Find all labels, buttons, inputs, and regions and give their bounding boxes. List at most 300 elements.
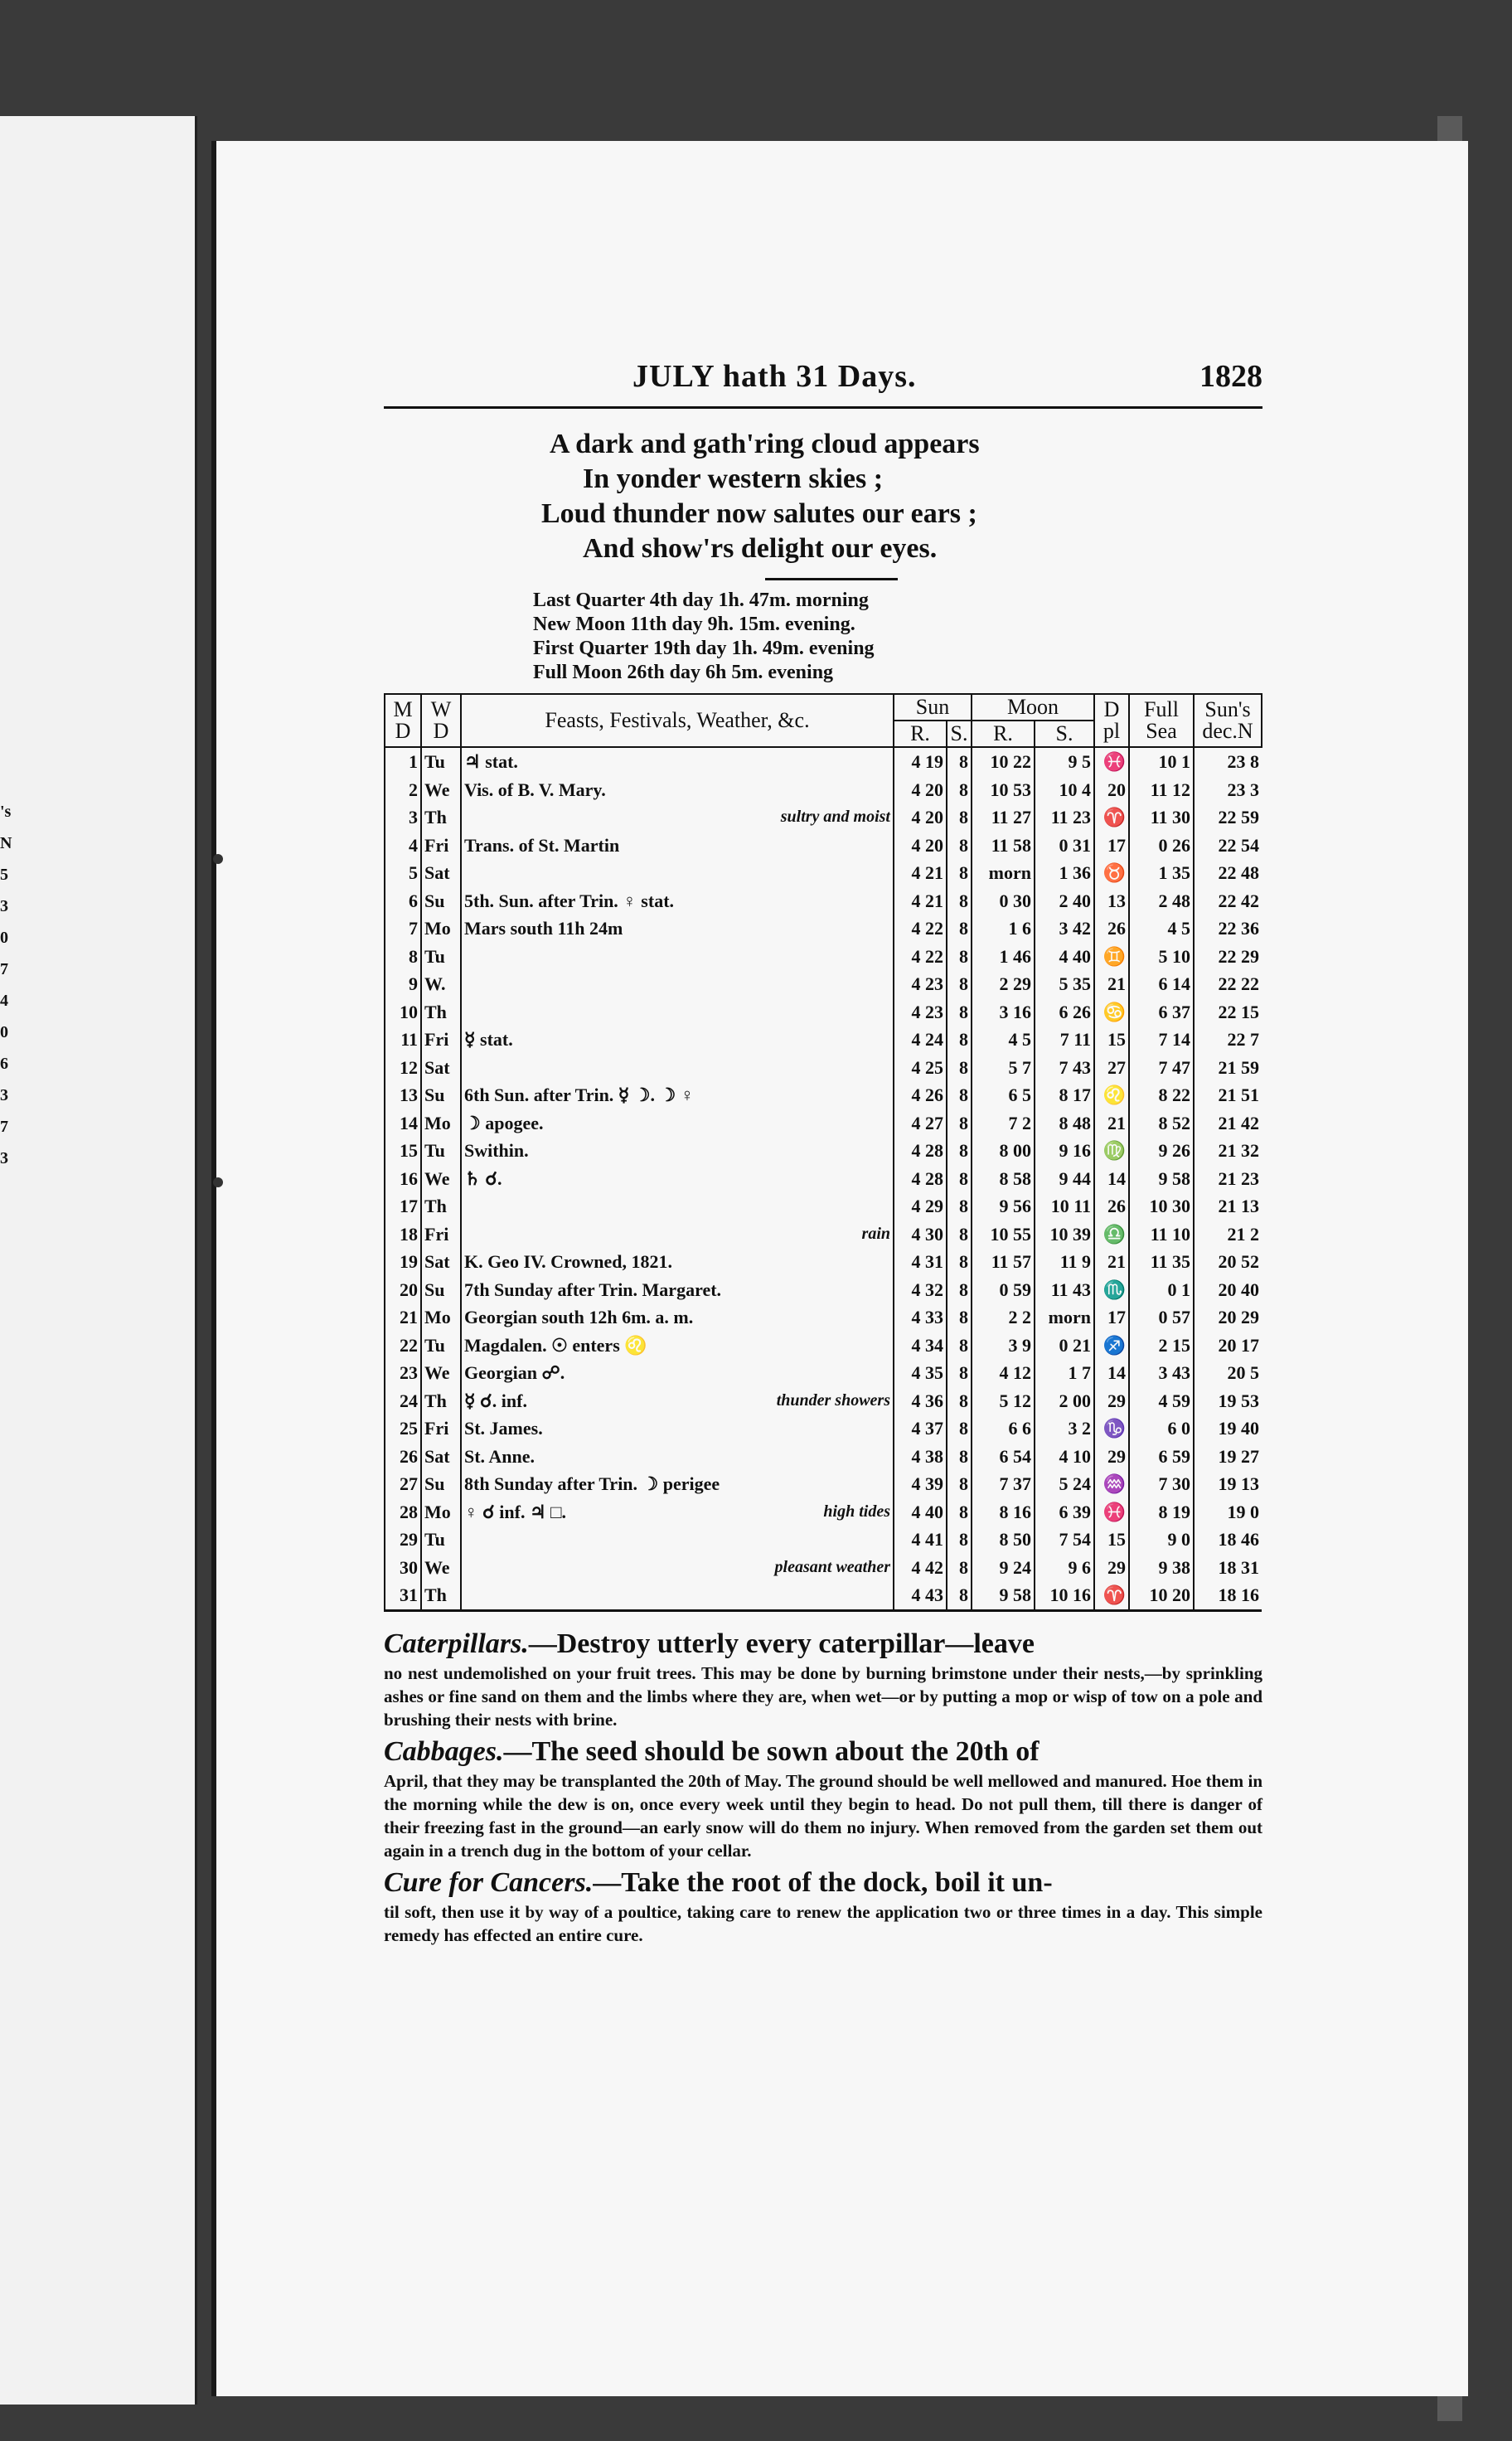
col-sun-rise: R. — [894, 721, 947, 747]
full-sea: 6 59 — [1129, 1443, 1194, 1471]
moon-set: 8 17 — [1035, 1081, 1094, 1109]
day-of-month: 7 — [385, 915, 421, 943]
event-text — [461, 859, 757, 887]
sun-set: 8 — [947, 1026, 972, 1054]
table-row — [385, 1109, 1262, 1138]
full-sea: 5 10 — [1129, 943, 1194, 971]
note-heading: Caterpillars. — [384, 1628, 529, 1659]
sun-declination: 22 42 — [1194, 887, 1262, 915]
weather-text — [757, 1359, 894, 1387]
moon-set: 4 10 — [1035, 1443, 1094, 1471]
day-of-week: Th — [421, 1192, 461, 1220]
sun-declination: 22 54 — [1194, 832, 1262, 860]
weather-text — [757, 915, 894, 943]
event-text: Georgian ☍. — [461, 1359, 757, 1387]
weather-text — [757, 1165, 894, 1193]
sun-rise: 4 35 — [894, 1359, 947, 1387]
day-of-month: 2 — [385, 776, 421, 804]
day-of-week: We — [421, 1165, 461, 1193]
sun-declination: 19 40 — [1194, 1415, 1262, 1443]
event-text — [461, 1554, 757, 1582]
sun-rise: 4 38 — [894, 1443, 947, 1471]
sun-set: 8 — [947, 1387, 972, 1415]
moon-rise: 10 53 — [972, 776, 1035, 804]
sun-set: 8 — [947, 747, 972, 776]
moon-rise: 10 55 — [972, 1220, 1035, 1249]
moon-set: 7 11 — [1035, 1026, 1094, 1054]
event-text — [461, 803, 757, 832]
table-row — [385, 1026, 1262, 1054]
moon-rise: 10 22 — [972, 747, 1035, 776]
sun-rise: 4 21 — [894, 887, 947, 915]
full-sea: 7 47 — [1129, 1054, 1194, 1082]
sun-rise: 4 22 — [894, 915, 947, 943]
binding-hole — [213, 1177, 223, 1187]
sun-declination: 19 13 — [1194, 1470, 1262, 1498]
note-lead — [384, 1628, 1035, 1659]
sun-declination: 23 3 — [1194, 776, 1262, 804]
moon-rise: 9 24 — [972, 1554, 1035, 1582]
full-sea: 7 14 — [1129, 1026, 1194, 1054]
moon-rise: 0 30 — [972, 887, 1035, 915]
margin-char: 5 — [0, 866, 8, 884]
margin-char: 's — [0, 803, 12, 821]
sun-set: 8 — [947, 1581, 972, 1610]
moon-rise: 9 58 — [972, 1581, 1035, 1610]
notes-section — [384, 1627, 1262, 1947]
sun-rise: 4 36 — [894, 1387, 947, 1415]
moon-place: ♐ — [1094, 1332, 1129, 1360]
table-row — [385, 915, 1262, 943]
day-of-month: 20 — [385, 1276, 421, 1304]
note-lead — [384, 1867, 1053, 1898]
moon-place: ♊ — [1094, 943, 1129, 971]
weather-text — [757, 832, 894, 860]
moon-rise: 6 54 — [972, 1443, 1035, 1471]
day-of-week: Mo — [421, 1109, 461, 1138]
weather-text: sultry and moist — [780, 808, 890, 827]
day-of-month: 10 — [385, 998, 421, 1026]
sun-rise: 4 31 — [894, 1248, 947, 1276]
moon-place: 20 — [1094, 776, 1129, 804]
sun-rise: 4 33 — [894, 1303, 947, 1332]
sun-rise: 4 39 — [894, 1470, 947, 1498]
moon-rise: 5 7 — [972, 1054, 1035, 1082]
sun-rise: 4 42 — [894, 1554, 947, 1582]
day-of-week: Fri — [421, 1220, 461, 1249]
sun-rise: 4 23 — [894, 998, 947, 1026]
weather-text — [757, 1192, 894, 1220]
sun-rise: 4 29 — [894, 1192, 947, 1220]
moon-set: 3 42 — [1035, 915, 1094, 943]
day-of-month: 15 — [385, 1137, 421, 1165]
binding-hole — [213, 854, 223, 864]
note-paragraph — [384, 1735, 1262, 1862]
moon-rise: 3 16 — [972, 998, 1035, 1026]
day-of-month: 5 — [385, 859, 421, 887]
weather-text — [757, 1443, 894, 1471]
sun-set: 8 — [947, 1248, 972, 1276]
event-text: 5th. Sun. after Trin. ♀ stat. — [461, 887, 757, 915]
weather-text — [757, 1332, 894, 1360]
table-row — [385, 1165, 1262, 1193]
day-of-week: Fri — [421, 1026, 461, 1054]
table-row — [385, 998, 1262, 1026]
moon-place: 15 — [1094, 1526, 1129, 1554]
moon-rise: 8 50 — [972, 1526, 1035, 1554]
left-page — [0, 116, 197, 2405]
sun-set: 8 — [947, 970, 972, 998]
moon-set: 10 16 — [1035, 1581, 1094, 1610]
day-of-week: Mo — [421, 1498, 461, 1526]
sun-declination: 22 29 — [1194, 943, 1262, 971]
moon-rise: 1 46 — [972, 943, 1035, 971]
moon-set: 5 35 — [1035, 970, 1094, 998]
day-of-month: 8 — [385, 943, 421, 971]
sun-declination: 23 8 — [1194, 747, 1262, 776]
event-text — [461, 970, 757, 998]
day-of-week: We — [421, 1554, 461, 1582]
day-of-week: Tu — [421, 1332, 461, 1360]
sun-set: 8 — [947, 943, 972, 971]
moon-rise: 3 9 — [972, 1332, 1035, 1360]
sun-rise: 4 27 — [894, 1109, 947, 1138]
day-of-month: 1 — [385, 747, 421, 776]
sun-declination: 22 22 — [1194, 970, 1262, 998]
moon-rise: 6 6 — [972, 1415, 1035, 1443]
full-sea: 11 10 — [1129, 1220, 1194, 1249]
moon-rise: 1 6 — [972, 915, 1035, 943]
table-row — [385, 1303, 1262, 1332]
event-text: Trans. of St. Martin — [461, 832, 757, 860]
margin-char: 4 — [0, 992, 8, 1010]
day-of-week: Sat — [421, 1248, 461, 1276]
moon-set: 11 23 — [1035, 803, 1094, 832]
table-row — [385, 1554, 1262, 1582]
weather-text — [757, 1026, 894, 1054]
poem-line: Loud thunder now salutes our ears ; — [541, 498, 977, 529]
event-text: Swithin. — [461, 1137, 757, 1165]
moon-set: 1 36 — [1035, 859, 1094, 887]
moon-place: 15 — [1094, 1026, 1129, 1054]
event-text: Mars south 11h 24m — [461, 915, 757, 943]
table-row — [385, 803, 1262, 832]
sun-set: 8 — [947, 1165, 972, 1193]
table-row — [385, 1081, 1262, 1109]
sun-rise: 4 30 — [894, 1220, 947, 1249]
day-of-week: Th — [421, 998, 461, 1026]
moon-place: ♈ — [1094, 803, 1129, 832]
day-of-week: Fri — [421, 1415, 461, 1443]
sun-declination: 22 15 — [1194, 998, 1262, 1026]
weather-text — [757, 1415, 894, 1443]
col-events: Feasts, Festivals, Weather, &c. — [461, 694, 894, 747]
moon-rise: 8 16 — [972, 1498, 1035, 1526]
full-sea: 10 20 — [1129, 1581, 1194, 1610]
margin-char: 7 — [0, 1118, 8, 1136]
sun-rise: 4 24 — [894, 1026, 947, 1054]
sun-set: 8 — [947, 832, 972, 860]
event-text — [461, 998, 757, 1026]
sun-declination: 20 52 — [1194, 1248, 1262, 1276]
full-sea: 11 35 — [1129, 1248, 1194, 1276]
moon-set: 9 5 — [1035, 747, 1094, 776]
event-text — [461, 1220, 757, 1249]
moon-place: 17 — [1094, 832, 1129, 860]
event-text: K. Geo IV. Crowned, 1821. — [461, 1248, 757, 1276]
sun-declination: 22 48 — [1194, 859, 1262, 887]
sun-set: 8 — [947, 1081, 972, 1109]
day-of-month: 26 — [385, 1443, 421, 1471]
moon-set: 1 7 — [1035, 1359, 1094, 1387]
col-sun: Sun — [894, 694, 972, 721]
event-text — [461, 1526, 757, 1554]
full-sea: 8 52 — [1129, 1109, 1194, 1138]
day-of-week: Sat — [421, 1443, 461, 1471]
moon-phase: Full Moon 26th day 6h 5m. evening — [533, 662, 834, 683]
event-text: 7th Sunday after Trin. Margaret. — [461, 1276, 757, 1304]
weather-text — [757, 859, 894, 887]
col-moon-set: S. — [1035, 721, 1094, 747]
table-row — [385, 1498, 1262, 1526]
event-text: ☿ stat. — [461, 1026, 757, 1054]
poem-line: In yonder western skies ; — [583, 463, 884, 494]
sun-set: 8 — [947, 998, 972, 1026]
day-of-week: Fri — [421, 832, 461, 860]
day-of-week: Su — [421, 887, 461, 915]
day-of-week: Su — [421, 1276, 461, 1304]
sun-set: 8 — [947, 1470, 972, 1498]
sun-declination: 21 42 — [1194, 1109, 1262, 1138]
col-moon: Moon — [972, 694, 1094, 721]
moon-rise: 2 2 — [972, 1303, 1035, 1332]
table-row — [385, 859, 1262, 887]
moon-rise: 4 12 — [972, 1359, 1035, 1387]
page-year: 1828 — [1199, 359, 1262, 394]
margin-char: N — [0, 834, 12, 852]
table-row — [385, 1192, 1262, 1220]
sun-set: 8 — [947, 803, 972, 832]
full-sea: 11 30 — [1129, 803, 1194, 832]
full-sea: 0 57 — [1129, 1303, 1194, 1332]
moon-rise: 11 58 — [972, 832, 1035, 860]
sun-declination: 22 59 — [1194, 803, 1262, 832]
page-content — [384, 357, 1262, 1950]
weather-text — [757, 1581, 894, 1610]
sun-set: 8 — [947, 1109, 972, 1138]
day-of-week: Su — [421, 1081, 461, 1109]
moon-phase: New Moon 11th day 9h. 15m. evening. — [533, 614, 855, 635]
sun-declination: 20 5 — [1194, 1359, 1262, 1387]
note-body: no nest undemolished on your fruit trees. This may be done by burning brimstone under their nests,—by sprinkling ashes or fine sand on them and the limbs where they are, when wet—or by putting a mop or wisp of tow on a pole and brushing their nests with brine. — [384, 1662, 1262, 1730]
moon-place: 29 — [1094, 1554, 1129, 1582]
note-heading: Cabbages. — [384, 1735, 504, 1767]
event-text — [461, 1192, 757, 1220]
note-lead-text: —Destroy utterly every caterpillar—leave — [528, 1628, 1035, 1659]
day-of-week: Su — [421, 1470, 461, 1498]
almanac-table — [384, 693, 1262, 1612]
note-lead — [384, 1736, 1040, 1767]
event-text: 6th Sun. after Trin. ☿ ☽. ☽ ♀ — [461, 1081, 757, 1109]
day-of-month: 3 — [385, 803, 421, 832]
moon-rise: 7 2 — [972, 1109, 1035, 1138]
event-text: Magdalen. ☉ enters ♌ — [461, 1332, 757, 1360]
moon-set: 9 6 — [1035, 1554, 1094, 1582]
event-text: Georgian south 12h 6m. a. m. — [461, 1303, 757, 1332]
moon-rise: morn — [972, 859, 1035, 887]
moon-place: ♓ — [1094, 747, 1129, 776]
weather-text: pleasant weather — [774, 1557, 890, 1576]
full-sea: 0 1 — [1129, 1276, 1194, 1304]
margin-char: 3 — [0, 1086, 8, 1104]
moon-set: 6 26 — [1035, 998, 1094, 1026]
moon-set: 2 00 — [1035, 1387, 1094, 1415]
event-text: ♄ ☌. — [461, 1165, 757, 1193]
margin-char: 0 — [0, 1023, 8, 1041]
full-sea: 2 15 — [1129, 1332, 1194, 1360]
sun-declination: 19 53 — [1194, 1387, 1262, 1415]
moon-place: 21 — [1094, 970, 1129, 998]
sun-declination: 20 40 — [1194, 1276, 1262, 1304]
moon-place: 21 — [1094, 1109, 1129, 1138]
event-text: 8th Sunday after Trin. ☽ perigee — [461, 1470, 757, 1498]
moon-place: ♈ — [1094, 1581, 1129, 1610]
day-of-month: 27 — [385, 1470, 421, 1498]
weather-text: rain — [861, 1224, 890, 1243]
note-paragraph — [384, 1627, 1262, 1731]
sun-set: 8 — [947, 859, 972, 887]
sun-rise: 4 43 — [894, 1581, 947, 1610]
moon-phase: Last Quarter 4th day 1h. 47m. morning — [533, 590, 869, 611]
event-text: Vis. of B. V. Mary. — [461, 776, 757, 804]
weather-text — [757, 943, 894, 971]
day-of-month: 29 — [385, 1526, 421, 1554]
table-row — [385, 1359, 1262, 1387]
moon-rise: 4 5 — [972, 1026, 1035, 1054]
table-row — [385, 1470, 1262, 1498]
col-sun-set: S. — [947, 721, 972, 747]
weather-text — [757, 1526, 894, 1554]
moon-place: 17 — [1094, 1303, 1129, 1332]
day-of-month: 16 — [385, 1165, 421, 1193]
sun-rise: 4 32 — [894, 1276, 947, 1304]
sun-declination: 20 29 — [1194, 1303, 1262, 1332]
sun-rise: 4 20 — [894, 776, 947, 804]
day-of-week: Th — [421, 1387, 461, 1415]
day-of-month: 11 — [385, 1026, 421, 1054]
sun-rise: 4 20 — [894, 832, 947, 860]
day-of-month: 28 — [385, 1498, 421, 1526]
sun-rise: 4 34 — [894, 1332, 947, 1360]
moon-place: ♋ — [1094, 998, 1129, 1026]
day-of-month: 22 — [385, 1332, 421, 1360]
full-sea: 1 35 — [1129, 859, 1194, 887]
col-week-day: W D — [421, 694, 461, 747]
sun-rise: 4 25 — [894, 1054, 947, 1082]
weather-text: high tides — [823, 1502, 890, 1521]
moon-set: 5 24 — [1035, 1470, 1094, 1498]
note-body: til soft, then use it by way of a poultice, taking care to renew the application two or three times in a day. This simple remedy has effected an entire cure. — [384, 1901, 1262, 1945]
moon-set: 10 11 — [1035, 1192, 1094, 1220]
moon-rise: 11 57 — [972, 1248, 1035, 1276]
weather-text: thunder showers — [776, 1390, 890, 1410]
poem-line: A dark and gath'ring cloud appears — [550, 429, 980, 459]
table-row — [385, 832, 1262, 860]
moon-set: 11 43 — [1035, 1276, 1094, 1304]
sun-set: 8 — [947, 1137, 972, 1165]
moon-set: 8 48 — [1035, 1109, 1094, 1138]
sun-set: 8 — [947, 1303, 972, 1332]
event-text — [461, 1054, 757, 1082]
col-month-day: M D — [385, 694, 421, 747]
sun-set: 8 — [947, 1192, 972, 1220]
day-of-week: Tu — [421, 1137, 461, 1165]
day-of-week: We — [421, 1359, 461, 1387]
full-sea: 6 14 — [1129, 970, 1194, 998]
sun-declination: 21 51 — [1194, 1081, 1262, 1109]
weather-text — [757, 1276, 894, 1304]
moon-set: 2 40 — [1035, 887, 1094, 915]
full-sea: 2 48 — [1129, 887, 1194, 915]
moon-place: ♎ — [1094, 1220, 1129, 1249]
moon-place: 27 — [1094, 1054, 1129, 1082]
sun-rise: 4 37 — [894, 1415, 947, 1443]
margin-char: 7 — [0, 960, 8, 978]
full-sea: 11 12 — [1129, 776, 1194, 804]
weather-text — [757, 1248, 894, 1276]
page-header — [384, 357, 1262, 409]
moon-set: 7 54 — [1035, 1526, 1094, 1554]
sun-declination: 21 2 — [1194, 1220, 1262, 1249]
event-text: St. James. — [461, 1415, 757, 1443]
day-of-month: 25 — [385, 1415, 421, 1443]
moon-place: 26 — [1094, 915, 1129, 943]
sun-declination: 21 23 — [1194, 1165, 1262, 1193]
moon-place: 13 — [1094, 887, 1129, 915]
col-sun-declination: Sun's dec.N — [1194, 694, 1262, 747]
sun-set: 8 — [947, 1220, 972, 1249]
day-of-week: Th — [421, 803, 461, 832]
moon-place: ♍ — [1094, 1137, 1129, 1165]
moon-set: 4 40 — [1035, 943, 1094, 971]
table-row — [385, 887, 1262, 915]
weather-text — [757, 1081, 894, 1109]
table-row — [385, 1276, 1262, 1304]
poem — [384, 427, 1262, 566]
table-row — [385, 1387, 1262, 1415]
full-sea: 8 19 — [1129, 1498, 1194, 1526]
day-of-month: 24 — [385, 1387, 421, 1415]
moon-set: 10 4 — [1035, 776, 1094, 804]
moon-place: 21 — [1094, 1248, 1129, 1276]
table-row — [385, 1443, 1262, 1471]
col-moon-rise: R. — [972, 721, 1035, 747]
day-of-month: 23 — [385, 1359, 421, 1387]
sun-set: 8 — [947, 776, 972, 804]
sun-set: 8 — [947, 887, 972, 915]
full-sea: 4 59 — [1129, 1387, 1194, 1415]
day-of-month: 9 — [385, 970, 421, 998]
moon-place: ♉ — [1094, 859, 1129, 887]
day-of-month: 30 — [385, 1554, 421, 1582]
moon-set: 11 9 — [1035, 1248, 1094, 1276]
day-of-week: Tu — [421, 943, 461, 971]
sun-declination: 19 27 — [1194, 1443, 1262, 1471]
sun-rise: 4 26 — [894, 1081, 947, 1109]
left-page-margin-text — [0, 796, 17, 1174]
sun-rise: 4 20 — [894, 803, 947, 832]
full-sea: 6 37 — [1129, 998, 1194, 1026]
